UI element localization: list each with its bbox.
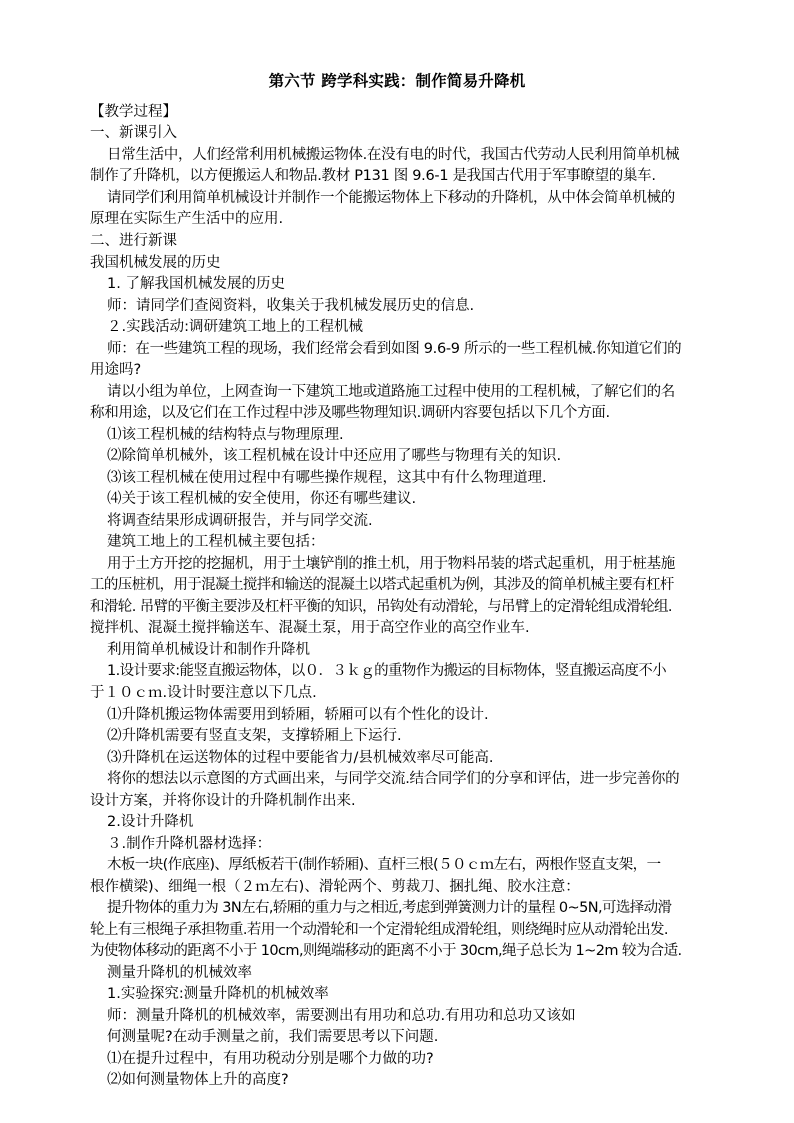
list-item: ⑶该工程机械在使用过程中有哪些操作规程，这其中有什么物理道理. <box>107 470 547 486</box>
section-heading: 二、进行新课 <box>90 233 177 249</box>
paragraph-line: 1. 了解我国机械发展的历史 <box>107 276 285 292</box>
subsection-heading: 利用简单机械设计和制作升降机 <box>107 642 310 658</box>
section-heading: 【教学过程】 <box>90 104 177 120</box>
paragraph-line: 工的压桩机，用于混凝土搅拌和输送的混凝土以塔式起重机为例，其涉及的简单机械主要有杠杆 <box>90 577 674 593</box>
page-title: 第六节 跨学科实践：制作简易升降机 <box>268 72 526 90</box>
paragraph-line: 搅拌机、混凝土搅拌输送车、混凝土泵，用于高空作业的高空作业车. <box>90 620 530 636</box>
paragraph-line: 用于土方开挖的挖掘机，用于土壤铲削的推土机，用于物料吊装的塔式起重机，用于桩基施 <box>107 556 675 572</box>
list-item: ⑶升降机在运送物体的过程中要能省力/县机械效率尽可能高. <box>107 750 494 766</box>
paragraph-line: 为使物体移动的距离不小于 10cm,则绳端移动的距离不小于 30cm,绳子总长为 1~2m 较为合适. <box>90 943 682 959</box>
paragraph-line: 师：测量升降机的机械效率，需要测出有用功和总功.有用功和总功又该如 <box>107 1008 576 1024</box>
paragraph-line: 请同学们利用简单机械设计并制作一个能搬运物体上下移动的升降机，从中体会简单机械的 <box>107 190 675 206</box>
list-item: ⑷关于该工程机械的安全使用，你还有哪些建议. <box>107 491 417 507</box>
section-heading: 一、新课引入 <box>90 125 177 141</box>
paragraph-line: 根作横梁)、细绳一根（２ｍ左右)、滑轮两个、剪裁刀、捆扎绳、胶水注意： <box>90 879 580 895</box>
subsection-heading: 我国机械发展的历史 <box>90 255 221 271</box>
paragraph-line: 原理在实际生产生活中的应用. <box>90 211 284 227</box>
paragraph-line: 将你的想法以示意图的方式画出来，与同学交流.结合同学们的分享和评估，进一步完善你的 <box>107 771 680 787</box>
paragraph-line: ２.实践活动:调研建筑工地上的工程机械 <box>107 319 363 335</box>
list-item: ⑵除简单机械外，该工程机械在设计中还应用了哪些与物理有关的知识. <box>107 448 562 464</box>
list-item: ⑵升降机需要有竖直支架，支撑轿厢上下运行. <box>107 728 402 744</box>
paragraph-line: 轮上有三根绳子承担物重.若用一个动滑轮和一个定滑轮组成滑轮组，则绕绳时应从动滑轮出发. <box>90 922 668 938</box>
paragraph-line: 称和用途，以及它们在工作过程中涉及哪些物理知识.调研内容要包括以下几个方面. <box>90 405 610 421</box>
paragraph-line: 何测量呢?在动手测量之前，我们需要思考以下问题. <box>107 1029 439 1045</box>
subsection-heading: 测量升降机的机械效率 <box>107 965 252 981</box>
list-item: ⑴该工程机械的结构特点与物理原理. <box>107 427 344 443</box>
paragraph-line: 木板一块(作底座)、厚纸板若干(制作轿厢)、直杆三根(５０ｃｍ左右，两根作竖直支架，一 <box>107 857 661 873</box>
paragraph-line: 师：请同学们查阅资料，收集关于我机械发展历史的信息. <box>107 298 475 314</box>
paragraph-line: ３.制作升降机器材选择： <box>107 836 272 852</box>
paragraph-line: 师：在一些建筑工程的现场，我们经常会看到如图 9.6-9 所示的一些工程机械.你知道它们的 <box>107 341 682 357</box>
paragraph-line: 1.设计要求:能竖直搬运物体，以０．３ｋｇ的重物作为搬运的目标物体，竖直搬运高度不小 <box>107 663 667 679</box>
paragraph-line: 于１０ｃｍ.设计时要注意以下几点. <box>90 685 317 701</box>
paragraph-line: 制作了升降机，以方便搬运人和物品.教材 P131 图 9.6-1 是我国古代用于军事瞭望的巢车. <box>90 168 656 184</box>
list-item: ⑴在提升过程中，有用功税动分别是哪个力做的功? <box>107 1051 434 1067</box>
paragraph-line: 建筑工地上的工程机械主要包括： <box>107 534 325 550</box>
paragraph-line: 2.设计升降机 <box>107 814 194 830</box>
list-item: ⑴升降机搬运物体需要用到轿厢，轿厢可以有个性化的设计. <box>107 707 489 723</box>
paragraph-line: 日常生活中，人们经常利用机械搬运物体.在没有电的时代，我国古代劳动人民利用简单机械 <box>107 147 680 163</box>
paragraph-line: 和滑轮. 吊臂的平衡主要涉及杠杆平衡的知识，吊钩处有动滑轮，与吊臂上的定滑轮组成滑轮组. <box>90 599 672 615</box>
paragraph-line: 将调查结果形成调研报告，并与同学交流. <box>107 513 373 529</box>
list-item: ⑵如何测量物体上升的高度? <box>107 1072 289 1088</box>
paragraph-line: 用途吗? <box>90 362 142 378</box>
paragraph-line: 1.实验探究:测量升降机的机械效率 <box>107 986 329 1002</box>
paragraph-line: 请以小组为单位，上网查询一下建筑工地或道路施工过程中使用的工程机械，了解它们的名 <box>107 384 675 400</box>
paragraph-line: 设计方案，并将你设计的升降机制作出来. <box>90 793 356 809</box>
paragraph-line: 提升物体的重力为 3N左右,轿厢的重力与之相近,考虑到弹簧测力计的量程 0~5N,可选择动滑 <box>107 900 672 916</box>
